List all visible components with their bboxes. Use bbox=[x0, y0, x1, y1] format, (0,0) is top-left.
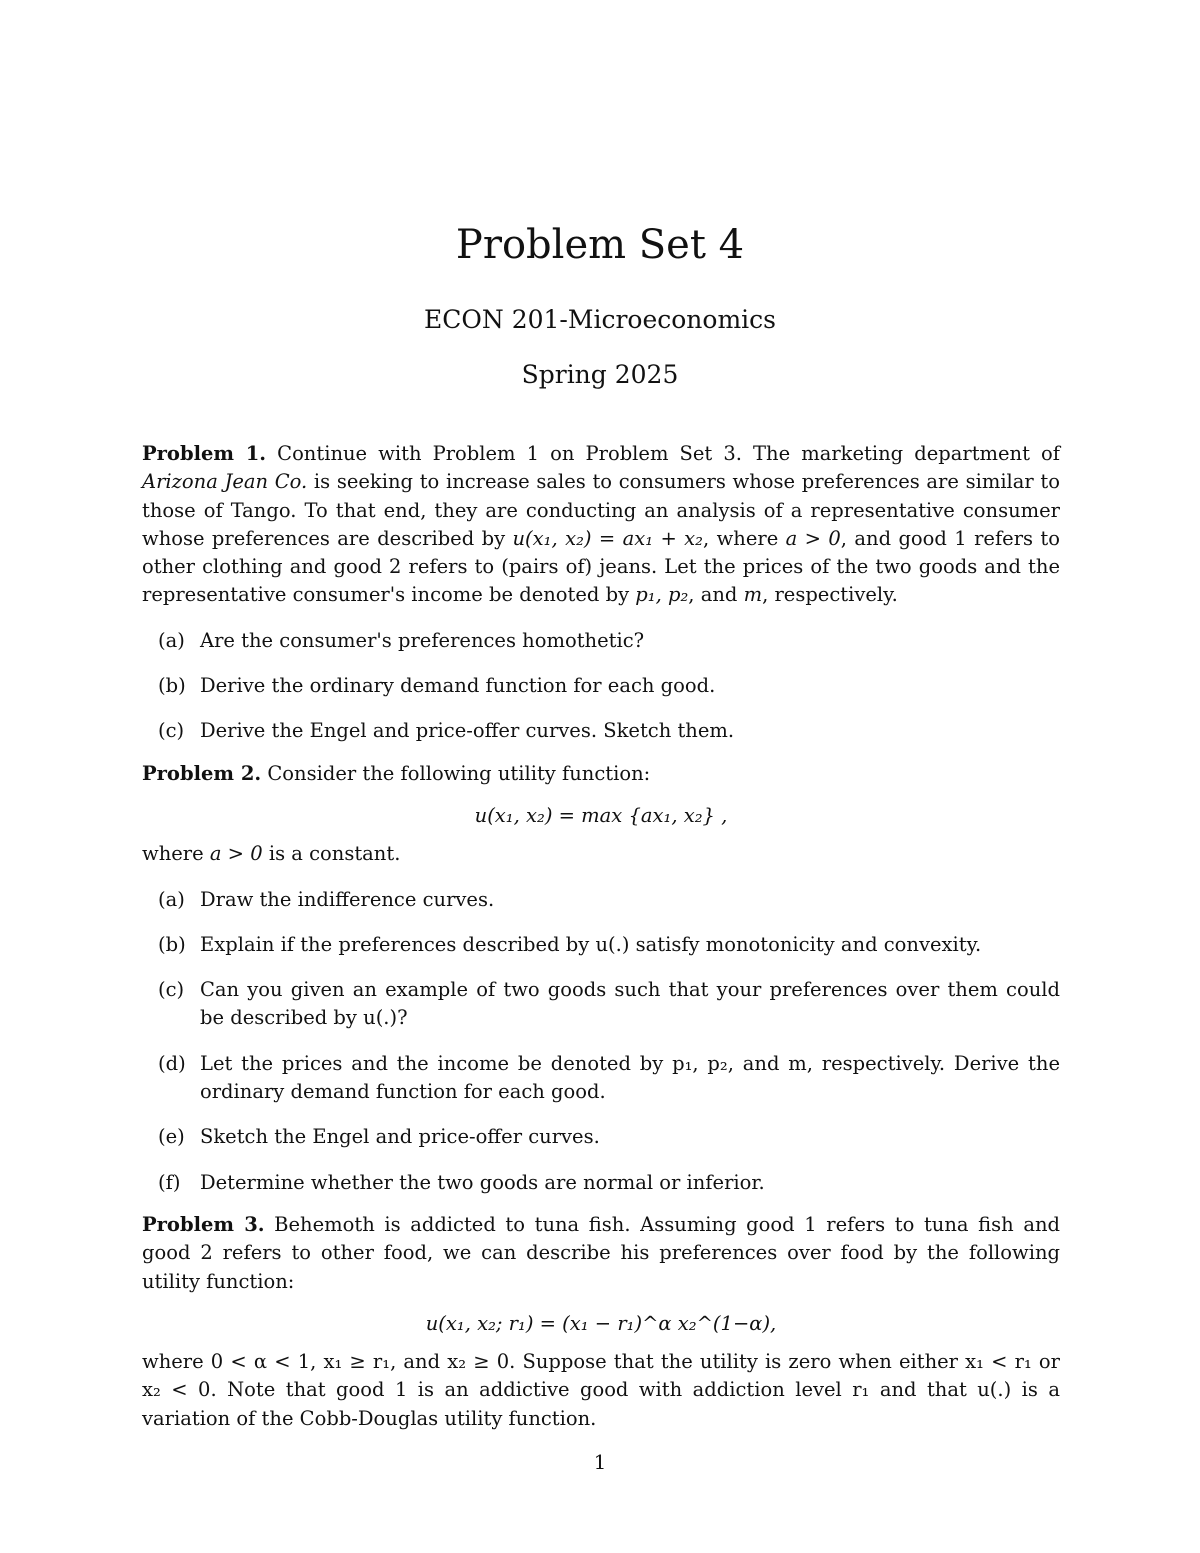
page-number: 1 bbox=[593, 1450, 607, 1474]
list-item: (c) Can you given an example of two goods such that your preferences over them could be described by u(.)? bbox=[158, 978, 1060, 1030]
problem-2-items bbox=[142, 886, 1060, 1197]
problem-2-text: Problem 2. Consider the following utility function: bbox=[142, 761, 651, 785]
list-item: (b) Derive the ordinary demand function for each good. bbox=[158, 674, 716, 698]
problem-3-text: Problem 3. Behemoth is addicted to tuna fish. Assuming good 1 refers to tuna fish and good 2 refers to other food, we can describe his preferences over food by the following utility function: bbox=[142, 1212, 1060, 1293]
problem-2-equation: u(x₁, x₂) = max {ax₁, x₂} , bbox=[474, 803, 728, 827]
course-name: ECON 201-Microeconomics bbox=[424, 305, 776, 334]
problem-2-condition: where a > 0 is a constant. bbox=[142, 842, 401, 866]
problem-1-text: Problem 1. Continue with Problem 1 on Problem Set 3. The marketing department of Arizona Jean Co. is seeking to increase sales to consumers whose preferences are similar to those of Tango. To that end, they are conducting an analysis of a representative consumer whose preferences are described by u(x₁, x₂) = ax₁ + x₂, where a > 0, and good 1 refers to other clothing and good 2 refers to (pairs of) jeans. Let the prices of the two goods and the representative consumer's income be denoted by p₁, p₂, and m, respectively. bbox=[142, 442, 1060, 607]
company-name: Arizona Jean Co. bbox=[142, 470, 308, 494]
list-item: (a) Are the consumer's preferences homothetic? bbox=[158, 628, 645, 652]
problem-3-label: Problem 3. bbox=[142, 1212, 265, 1236]
list-item: (f) Determine whether the two goods are normal or inferior. bbox=[158, 1170, 765, 1194]
problem-3-equation: u(x₁, x₂; r₁) = (x₁ − r₁)^α x₂^(1−α), bbox=[425, 1311, 777, 1335]
problem-1-label: Problem 1. bbox=[142, 442, 267, 465]
problem-3-conditions: where 0 < α < 1, x₁ ≥ r₁, and x₂ ≥ 0. Suppose that the utility is zero when either x₁ < r₁ or x₂ < 0. Note that good 1 is an addictive good with addiction level r₁ and that u(.) is a variation of the Cobb-Douglas utility function. bbox=[142, 1350, 1060, 1430]
page-title: Problem Set 4 bbox=[455, 222, 745, 268]
list-item: (c) Derive the Engel and price-offer curves. Sketch them. bbox=[158, 719, 735, 743]
problem-2-label: Problem 2. bbox=[142, 761, 262, 785]
term: Spring 2025 bbox=[521, 360, 679, 389]
list-item: (a) Draw the indifference curves. bbox=[158, 887, 495, 911]
list-item: (b) Explain if the preferences described by u(.) satisfy monotonicity and convexity. bbox=[158, 932, 982, 956]
document-body bbox=[142, 440, 1060, 1433]
list-item: (d) Let the prices and the income be denoted by p₁, p₂, and m, respectively. Derive the ordinary demand function for each good. bbox=[158, 1051, 1060, 1104]
list-item: (e) Sketch the Engel and price-offer curves. bbox=[158, 1125, 600, 1149]
problem-1-items bbox=[142, 627, 1060, 746]
utility-function: u(x₁, x₂) = ax₁ + x₂ bbox=[512, 526, 703, 550]
